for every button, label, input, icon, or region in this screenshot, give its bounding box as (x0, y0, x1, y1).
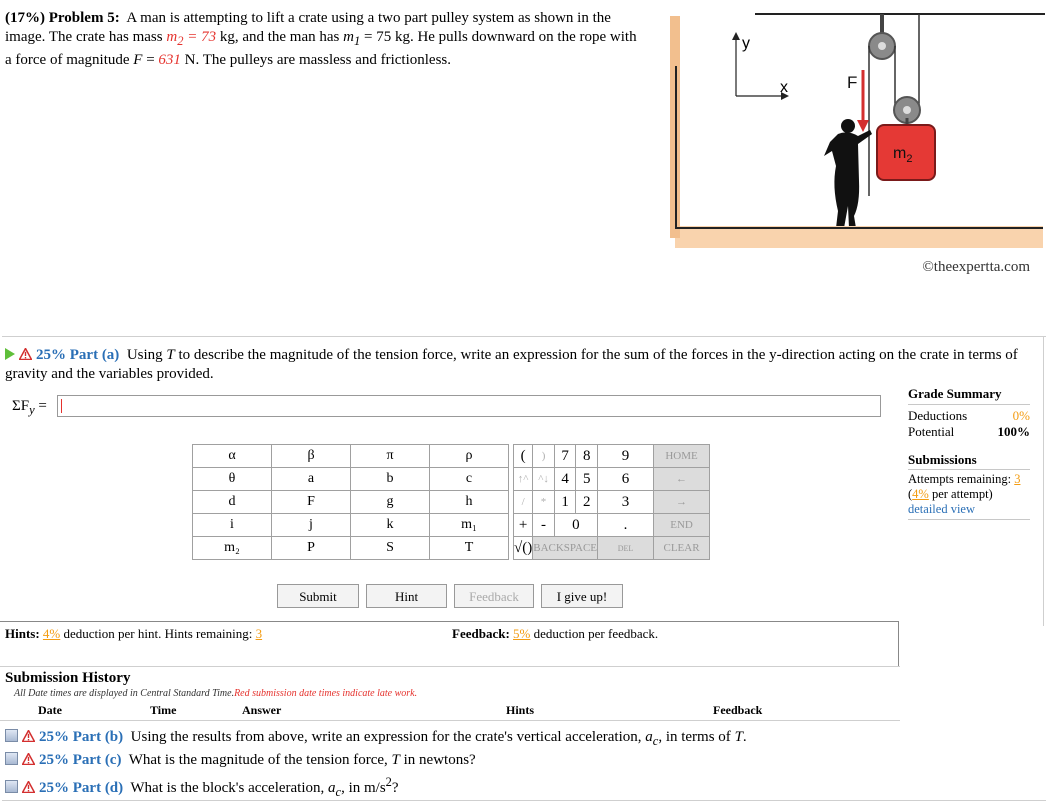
keypad (513, 444, 710, 560)
problem-heading: (17%) Problem 5: (5, 10, 120, 26)
key-minus[interactable]: - (533, 514, 555, 537)
axis-x-label: x (780, 79, 788, 96)
part-a-text: to describe the magnitude of the tension force, write an expression for the sum of the forces in the y-direction acting on the crate in terms of gravity and the variables provided. (5, 347, 1018, 382)
warning-icon (22, 781, 35, 793)
feedback-pct: 5% (513, 626, 531, 641)
m2-value: = 73 (183, 29, 217, 45)
F-symbol: F (133, 52, 143, 68)
key-5[interactable]: 5 (576, 468, 598, 491)
feedback-info (452, 626, 658, 642)
part-c-heading: 25% Part (c) (39, 752, 122, 768)
credit-text: ©theexpertta.com (922, 259, 1030, 275)
symbol-key[interactable]: F (272, 491, 351, 514)
sum-forces-label: $\Sigma F_y$ = (12, 398, 47, 417)
feedback-button[interactable]: Feedback (454, 584, 534, 608)
per-attempt-pct: 4% (912, 487, 929, 501)
potential-value: 100% (997, 424, 1030, 439)
hints-label: Hints: (5, 626, 40, 641)
problem-statement: (17%) Problem 5: A man is attempting to lift a crate using a two part pulley system as shown in the image. The crate has mass $m_2 = 73$ kg, and the man has $m_1 = 75$ kg. He pulls downward on the rope with a force of magnitude F = 631 N. The pulleys are massless and frictionless. (5, 10, 637, 68)
grade-summary-title: Grade Summary (908, 386, 1030, 405)
per-attempt-text: per attempt) (928, 487, 993, 501)
hints-info (5, 626, 262, 642)
problem-text: kg. He pulls downward on the rope with a force of magnitude (5, 29, 637, 68)
grade-summary (908, 386, 1030, 440)
part-b-heading: 25% Part (b) (39, 729, 124, 745)
key-plus[interactable]: + (514, 514, 533, 537)
key-3[interactable]: 3 (598, 491, 654, 514)
part-d-row: 25% Part (d) What is the block's acceleration, $a_c$, in $m/s^2$? (5, 775, 399, 800)
m1-symbol: $m_1$ (343, 29, 361, 48)
expand-plus-icon[interactable] (5, 780, 18, 793)
feedback-text: deduction per feedback. (530, 626, 659, 641)
answer-input[interactable] (57, 395, 881, 417)
key-close-paren[interactable]: ) (533, 445, 555, 468)
divider (1043, 336, 1044, 626)
problem-text: A man is attempting to lift a crate using a two part pulley system as shown in the image. The crate has mass (5, 10, 611, 45)
key-right-arrow[interactable]: → (654, 491, 710, 514)
part-d-text: What is the block's acceleration, (130, 780, 329, 796)
warning-icon (19, 348, 32, 360)
key-end[interactable]: END (654, 514, 710, 537)
deductions-value: 0% (1012, 408, 1030, 423)
hints-pct: 4% (42, 626, 61, 641)
symbol-key[interactable]: i (193, 514, 272, 537)
late-note: Red submission date times indicate late work. (234, 688, 418, 699)
symbol-key[interactable]: g (351, 491, 430, 514)
history-title: Submission History (5, 670, 131, 686)
attempts-value: 3 (1014, 472, 1021, 486)
symbol-palette (192, 444, 509, 560)
potential-label: Potential (908, 424, 955, 439)
col-hints: Hints (506, 703, 535, 717)
key-9[interactable]: 9 (598, 445, 654, 468)
force-label: F (847, 73, 858, 92)
detailed-view-link[interactable]: detailed view (908, 502, 975, 516)
divider (0, 720, 900, 721)
m2-symbol: $m_2$ (166, 29, 184, 48)
text-caret (61, 399, 62, 413)
key-clear[interactable]: CLEAR (654, 537, 710, 560)
symbol-key[interactable]: m₁ (430, 514, 509, 537)
hints-remaining: 3 (255, 626, 263, 641)
col-feedback: Feedback (713, 703, 763, 717)
floor (675, 226, 1043, 248)
history-columns (0, 702, 900, 720)
T-symbol: T (166, 347, 175, 363)
col-answer: Answer (242, 703, 282, 717)
deductions-label: Deductions (908, 408, 968, 423)
part-b-row: 25% Part (b) Using the results from above, write an expression for the crate's vertical acceleration, $a_c$, in terms of T. (5, 729, 747, 749)
key-sqrt[interactable]: √() (514, 537, 533, 560)
submissions-title: Submissions (908, 452, 1030, 470)
attempts-label: Attempts remaining: (908, 472, 1015, 486)
key-6[interactable]: 6 (598, 468, 654, 491)
key-2[interactable]: 2 (576, 491, 598, 514)
symbol-key[interactable]: ρ (430, 445, 509, 468)
symbol-key[interactable]: h (430, 491, 509, 514)
symbol-key[interactable]: S (351, 537, 430, 560)
symbol-key[interactable]: k (351, 514, 430, 537)
key-up-caret[interactable]: ↑^ (514, 468, 533, 491)
divider (2, 336, 1046, 337)
m1-value: 75 (376, 29, 392, 45)
crate-label: $m_2$ (893, 145, 913, 165)
part-d-heading: 25% Part (d) (39, 780, 124, 796)
symbol-key[interactable]: β (272, 445, 351, 468)
divider (2, 800, 1046, 801)
part-c-text: What is the magnitude of the tension force, (128, 752, 392, 768)
part-a-text: Using (126, 347, 167, 363)
key-del[interactable]: DEL (598, 537, 654, 560)
part-b-text: Using the results from above, write an expression for the crate's vertical acceleration, (130, 729, 646, 745)
key-down-caret[interactable]: ^↓ (533, 468, 555, 491)
part-a-heading: 25% Part (a) (36, 347, 120, 363)
symbol-key[interactable]: j (272, 514, 351, 537)
warning-icon (22, 730, 35, 742)
problem-text: kg, and the man has (216, 29, 344, 45)
symbol-key[interactable]: c (430, 468, 509, 491)
hints-text: deduction per hint. Hints remaining: (60, 626, 256, 641)
hint-button[interactable]: Hint (366, 584, 447, 608)
man-silhouette-icon (824, 119, 872, 228)
symbol-key[interactable]: θ (193, 468, 272, 491)
symbol-key[interactable]: π (351, 445, 430, 468)
key-multiply[interactable]: * (533, 491, 555, 514)
key-dot[interactable]: . (598, 514, 654, 537)
col-date: Date (38, 703, 62, 717)
give-up-button[interactable]: I give up! (541, 584, 623, 608)
problem-text: N. The pulleys are massless and frictionless. (180, 52, 452, 68)
key-0[interactable]: 0 (554, 514, 597, 537)
submit-button[interactable]: Submit (277, 584, 359, 608)
expand-triangle-icon[interactable] (5, 348, 15, 360)
pulley-figure (660, 6, 1045, 276)
axis-y-label: y (742, 35, 750, 52)
key-7[interactable]: 7 (554, 445, 576, 468)
warning-icon (22, 753, 35, 765)
expand-plus-icon[interactable] (5, 752, 18, 765)
col-time: Time (150, 703, 177, 717)
key-backspace[interactable]: BACKSPACE (533, 537, 598, 560)
feedback-label: Feedback: (452, 626, 510, 641)
part-c-row: 25% Part (c) What is the magnitude of the tension force, T in newtons? (5, 752, 476, 769)
symbol-key[interactable]: b (351, 468, 430, 491)
symbol-key[interactable]: P (272, 537, 351, 560)
symbol-key[interactable]: T (430, 537, 509, 560)
symbol-key[interactable]: d (193, 491, 272, 514)
key-1[interactable]: 1 (554, 491, 576, 514)
expand-plus-icon[interactable] (5, 729, 18, 742)
key-home[interactable]: HOME (654, 445, 710, 468)
key-open-paren[interactable]: ( (514, 445, 533, 468)
submissions-panel: Submissions Attempts remaining: 3 (4% per attempt) detailed view (908, 452, 1030, 520)
F-value: 631 (158, 52, 181, 68)
key-left-arrow[interactable]: ← (654, 468, 710, 491)
divider (0, 666, 900, 667)
symbol-key[interactable]: a (272, 468, 351, 491)
key-4[interactable]: 4 (554, 468, 576, 491)
history-note: All Date times are displayed in Central Standard Time.Red submission date times indicate late work. (14, 688, 418, 699)
symbol-key[interactable]: m₂ (193, 537, 272, 560)
key-8[interactable]: 8 (576, 445, 598, 468)
key-slash[interactable]: / (514, 491, 533, 514)
part-a-question (5, 346, 1040, 384)
symbol-key[interactable]: α (193, 445, 272, 468)
